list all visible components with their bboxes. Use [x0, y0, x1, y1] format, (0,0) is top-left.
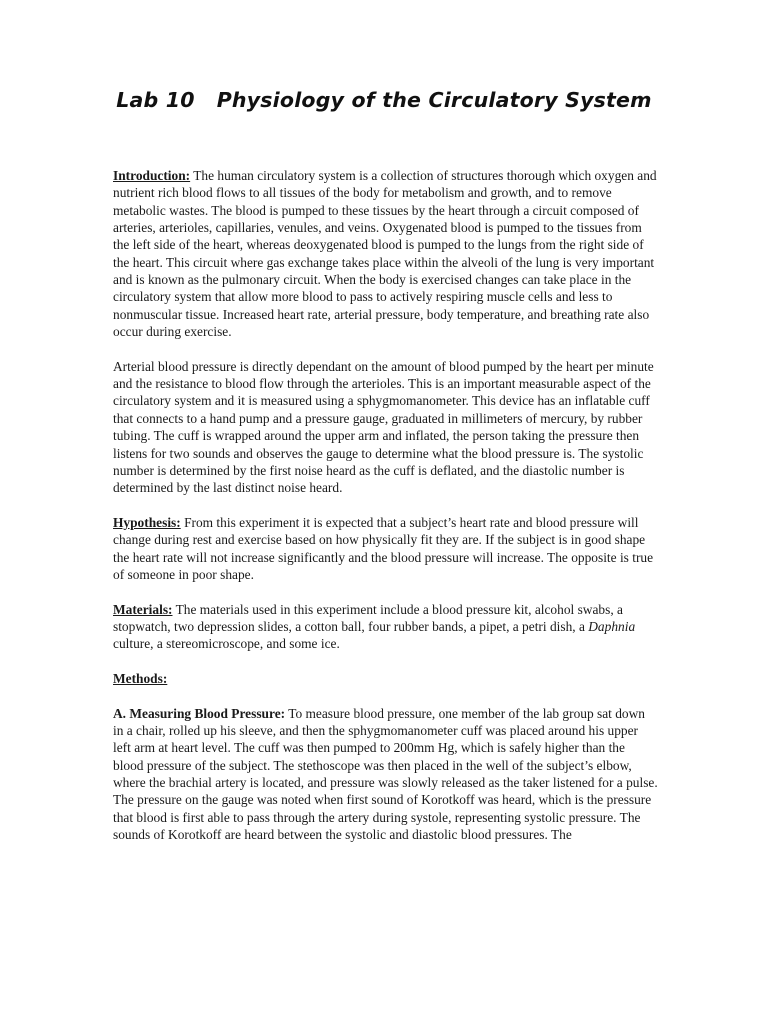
document-body	[113, 167, 658, 861]
materials-paragraph	[113, 601, 658, 653]
introduction-text: The human circulatory system is a collection of structures thorough which oxygen and nutrient rich blood flows to all tissues of the body for metabolism and growth, and to remove metabolic wastes. The blood is pumped to these tissues by the heart through a circuit composed of arteries, arterioles, capillaries, venules, and veins. Oxygenated blood is pumped to the tissues from the left side of the heart, whereas deoxygenated blood is pumped to the lungs from the right side of the heart. This circuit where gas exchange takes place within the alveoli of the lung is very important and is known as the pulmonary circuit. When the body is exercised changes can take place in the circulatory system that allow more blood to pass to actively respiring muscle cells and less to nonmuscular tissue. Increased heart rate, arterial pressure, body temperature, and breathing rate also occur during exercise.	[113, 168, 657, 340]
materials-heading: Materials:	[113, 601, 173, 617]
materials-text-before: The materials used in this experiment include a blood pressure kit, alcohol swabs, a stopwatch, two depression slides, a cotton ball, four rubber bands, a pipet, a petri dish, a	[113, 601, 623, 634]
hypothesis-paragraph	[113, 514, 658, 583]
materials-species: Daphnia	[588, 618, 636, 634]
introduction-heading: Introduction:	[113, 168, 191, 183]
measuring-text: To measure blood pressure, one member of the lab group sat down in a chair, rolled up his sleeve, and then the sphygmomanometer cuff was placed around his upper left arm at heart level. The cuff was then pumped to 200mm Hg, which is safely higher than the blood pressure of the subject. The stethoscope was then placed in the well of the subject’s elbow, where the brachial artery is located, and pressure was slowly released as the taker listened for a pulse. The pressure on the gauge was noted when first sound of Korotkoff was heard, which is the pressure that blood is first able to pass through the artery during systole, representing systolic pressure. The sounds of Korotkoff are heard between the systolic and diastolic blood pressures. The	[113, 705, 658, 843]
measuring-heading: A. Measuring Blood Pressure:	[113, 705, 286, 721]
hypothesis-heading: Hypothesis:	[113, 514, 181, 530]
methods-heading: Methods:	[113, 670, 168, 686]
hypothesis-text: From this experiment it is expected that a subject’s heart rate and blood pressure will change during rest and exercise based on how physically fit they are. If the subject is in good shape the heart rate will not increase significantly and the blood pressure will increase. The opposite is true of someone in poor shape.	[113, 514, 654, 582]
introduction-paragraph	[113, 167, 658, 340]
materials-text-after: culture, a stereomicroscope, and some ice.	[113, 636, 340, 652]
measuring-paragraph	[113, 705, 658, 844]
arterial-pressure-paragraph: Arterial blood pressure is directly dependant on the amount of blood pumped by the heart per minute and the resistance to blood flow through the arterioles. This is an important measurable aspect of the circulatory system and it is measured using a sphygmomanometer. This device has an inflatable cuff that connects to a hand pump and a pressure gauge, graduated in millimeters of mercury, by rubber tubing. The cuff is wrapped around the upper arm and inflated, the person taking the pressure then listens for two sounds and observes the gauge to determine what the blood pressure is. The systolic number is determined by the first noise heard as the cuff is deflated, and the diastolic number is determined by the last distinct noise heard.	[113, 358, 654, 496]
methods-heading-paragraph	[113, 670, 658, 687]
lab-title: Lab 10 Physiology of the Circulatory System	[116, 88, 652, 112]
